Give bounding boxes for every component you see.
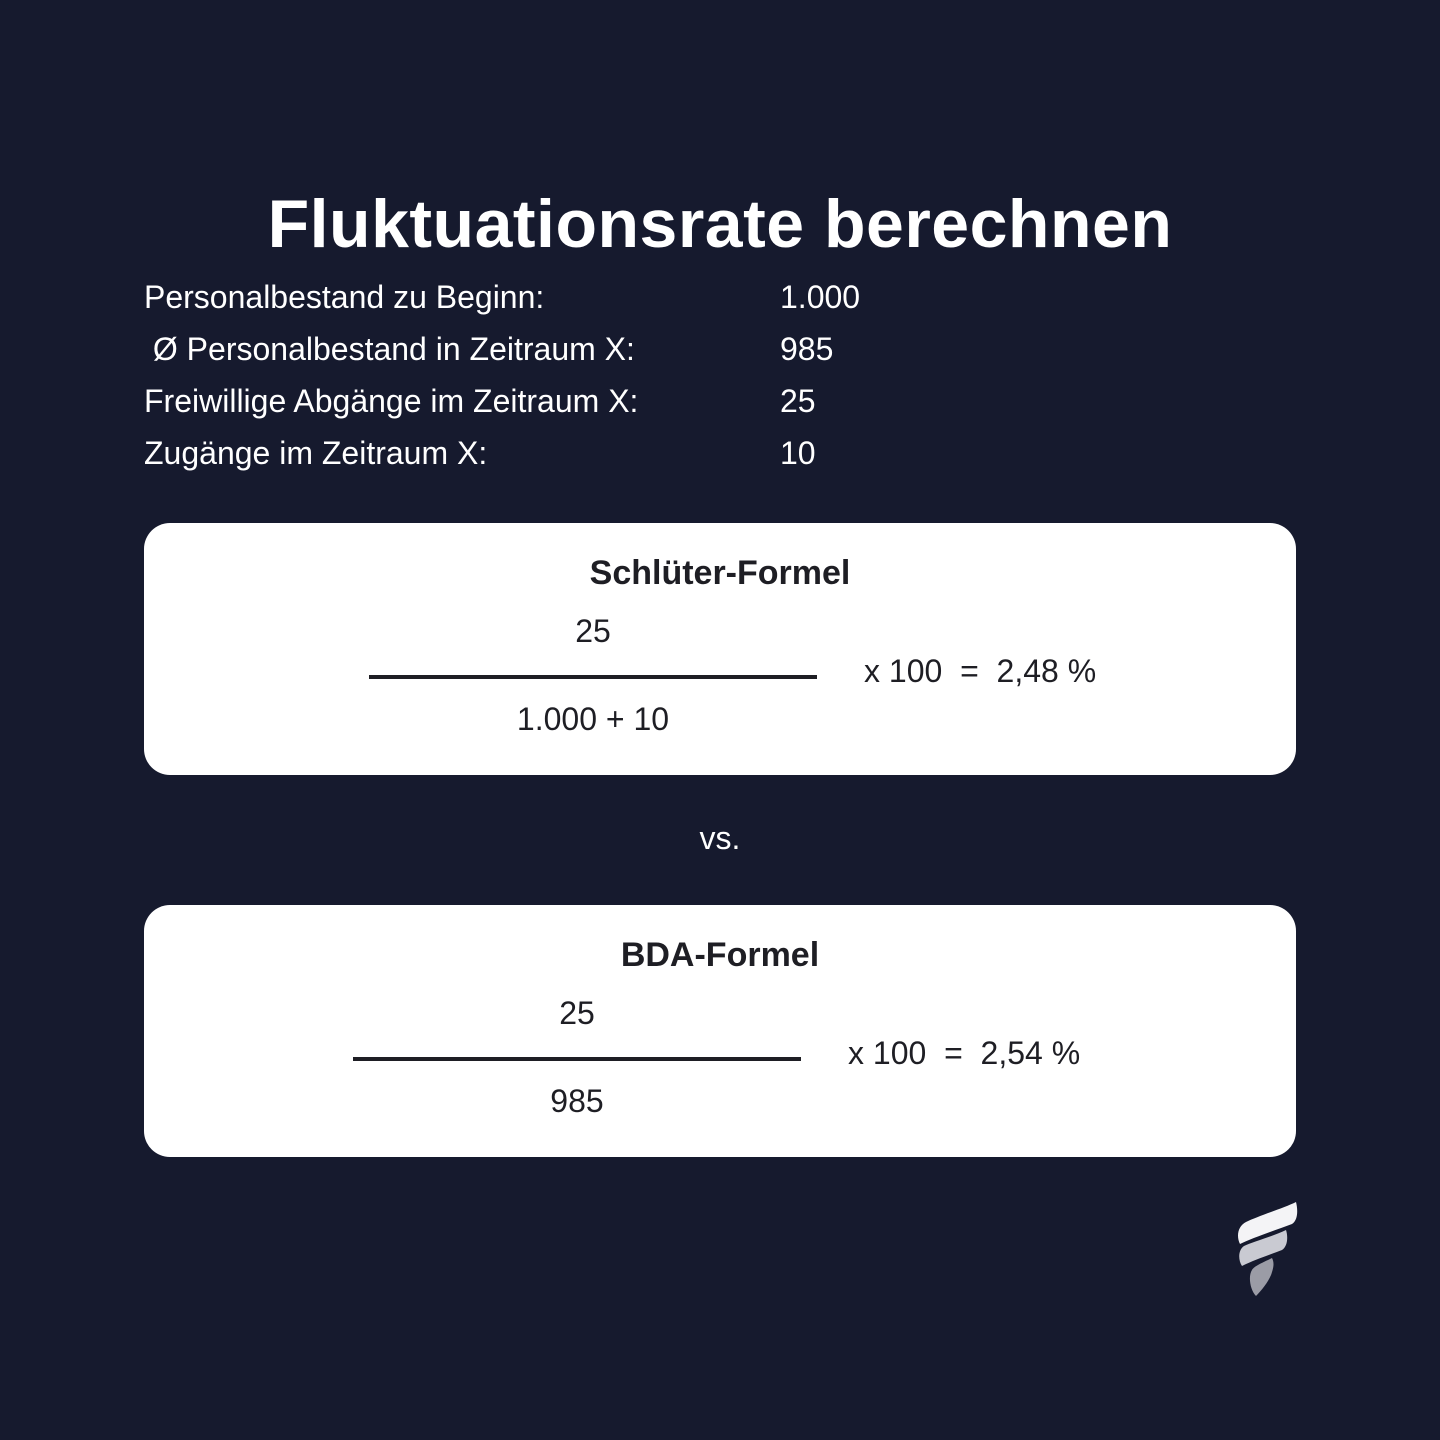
fraction-divider [369, 675, 817, 679]
formula-fraction [353, 987, 801, 1127]
bda-formula-card [144, 905, 1296, 1157]
formula-denominator: 1.000 + 10 [516, 701, 670, 737]
formula-title: Schlüter-Formel [589, 554, 851, 592]
page-title: Fluktuationsrate berechnen [267, 185, 1173, 262]
parameter-label: Zugänge im Zeitraum X: [144, 435, 488, 471]
parameter-value: 10 [780, 435, 816, 471]
fraction-divider [353, 1057, 801, 1061]
parameter-label: Personalbestand zu Beginn: [144, 279, 545, 315]
versus-label: vs. [699, 820, 741, 856]
parameter-list [144, 274, 1044, 482]
formula-result: x 100 = 2,54 % [848, 1035, 1081, 1071]
schlueter-formula-card [144, 523, 1296, 775]
formula-numerator: 25 [559, 995, 595, 1031]
brand-logo-icon [1236, 1200, 1300, 1300]
parameter-value: 985 [780, 331, 834, 367]
formula-title: BDA-Formel [620, 936, 820, 974]
formula-fraction [369, 605, 817, 745]
formula-result: x 100 = 2,48 % [864, 653, 1097, 689]
formula-numerator: 25 [575, 613, 611, 649]
parameter-label: Freiwillige Abgänge im Zeitraum X: [144, 383, 639, 419]
parameter-row [144, 430, 1044, 482]
parameter-row [144, 274, 1044, 326]
parameter-row [144, 378, 1044, 430]
parameter-value: 25 [780, 383, 816, 419]
formula-denominator: 985 [550, 1083, 604, 1119]
parameter-label: Ø Personalbestand in Zeitraum X: [144, 331, 635, 367]
parameter-value: 1.000 [780, 279, 861, 315]
parameter-row [144, 326, 1044, 378]
